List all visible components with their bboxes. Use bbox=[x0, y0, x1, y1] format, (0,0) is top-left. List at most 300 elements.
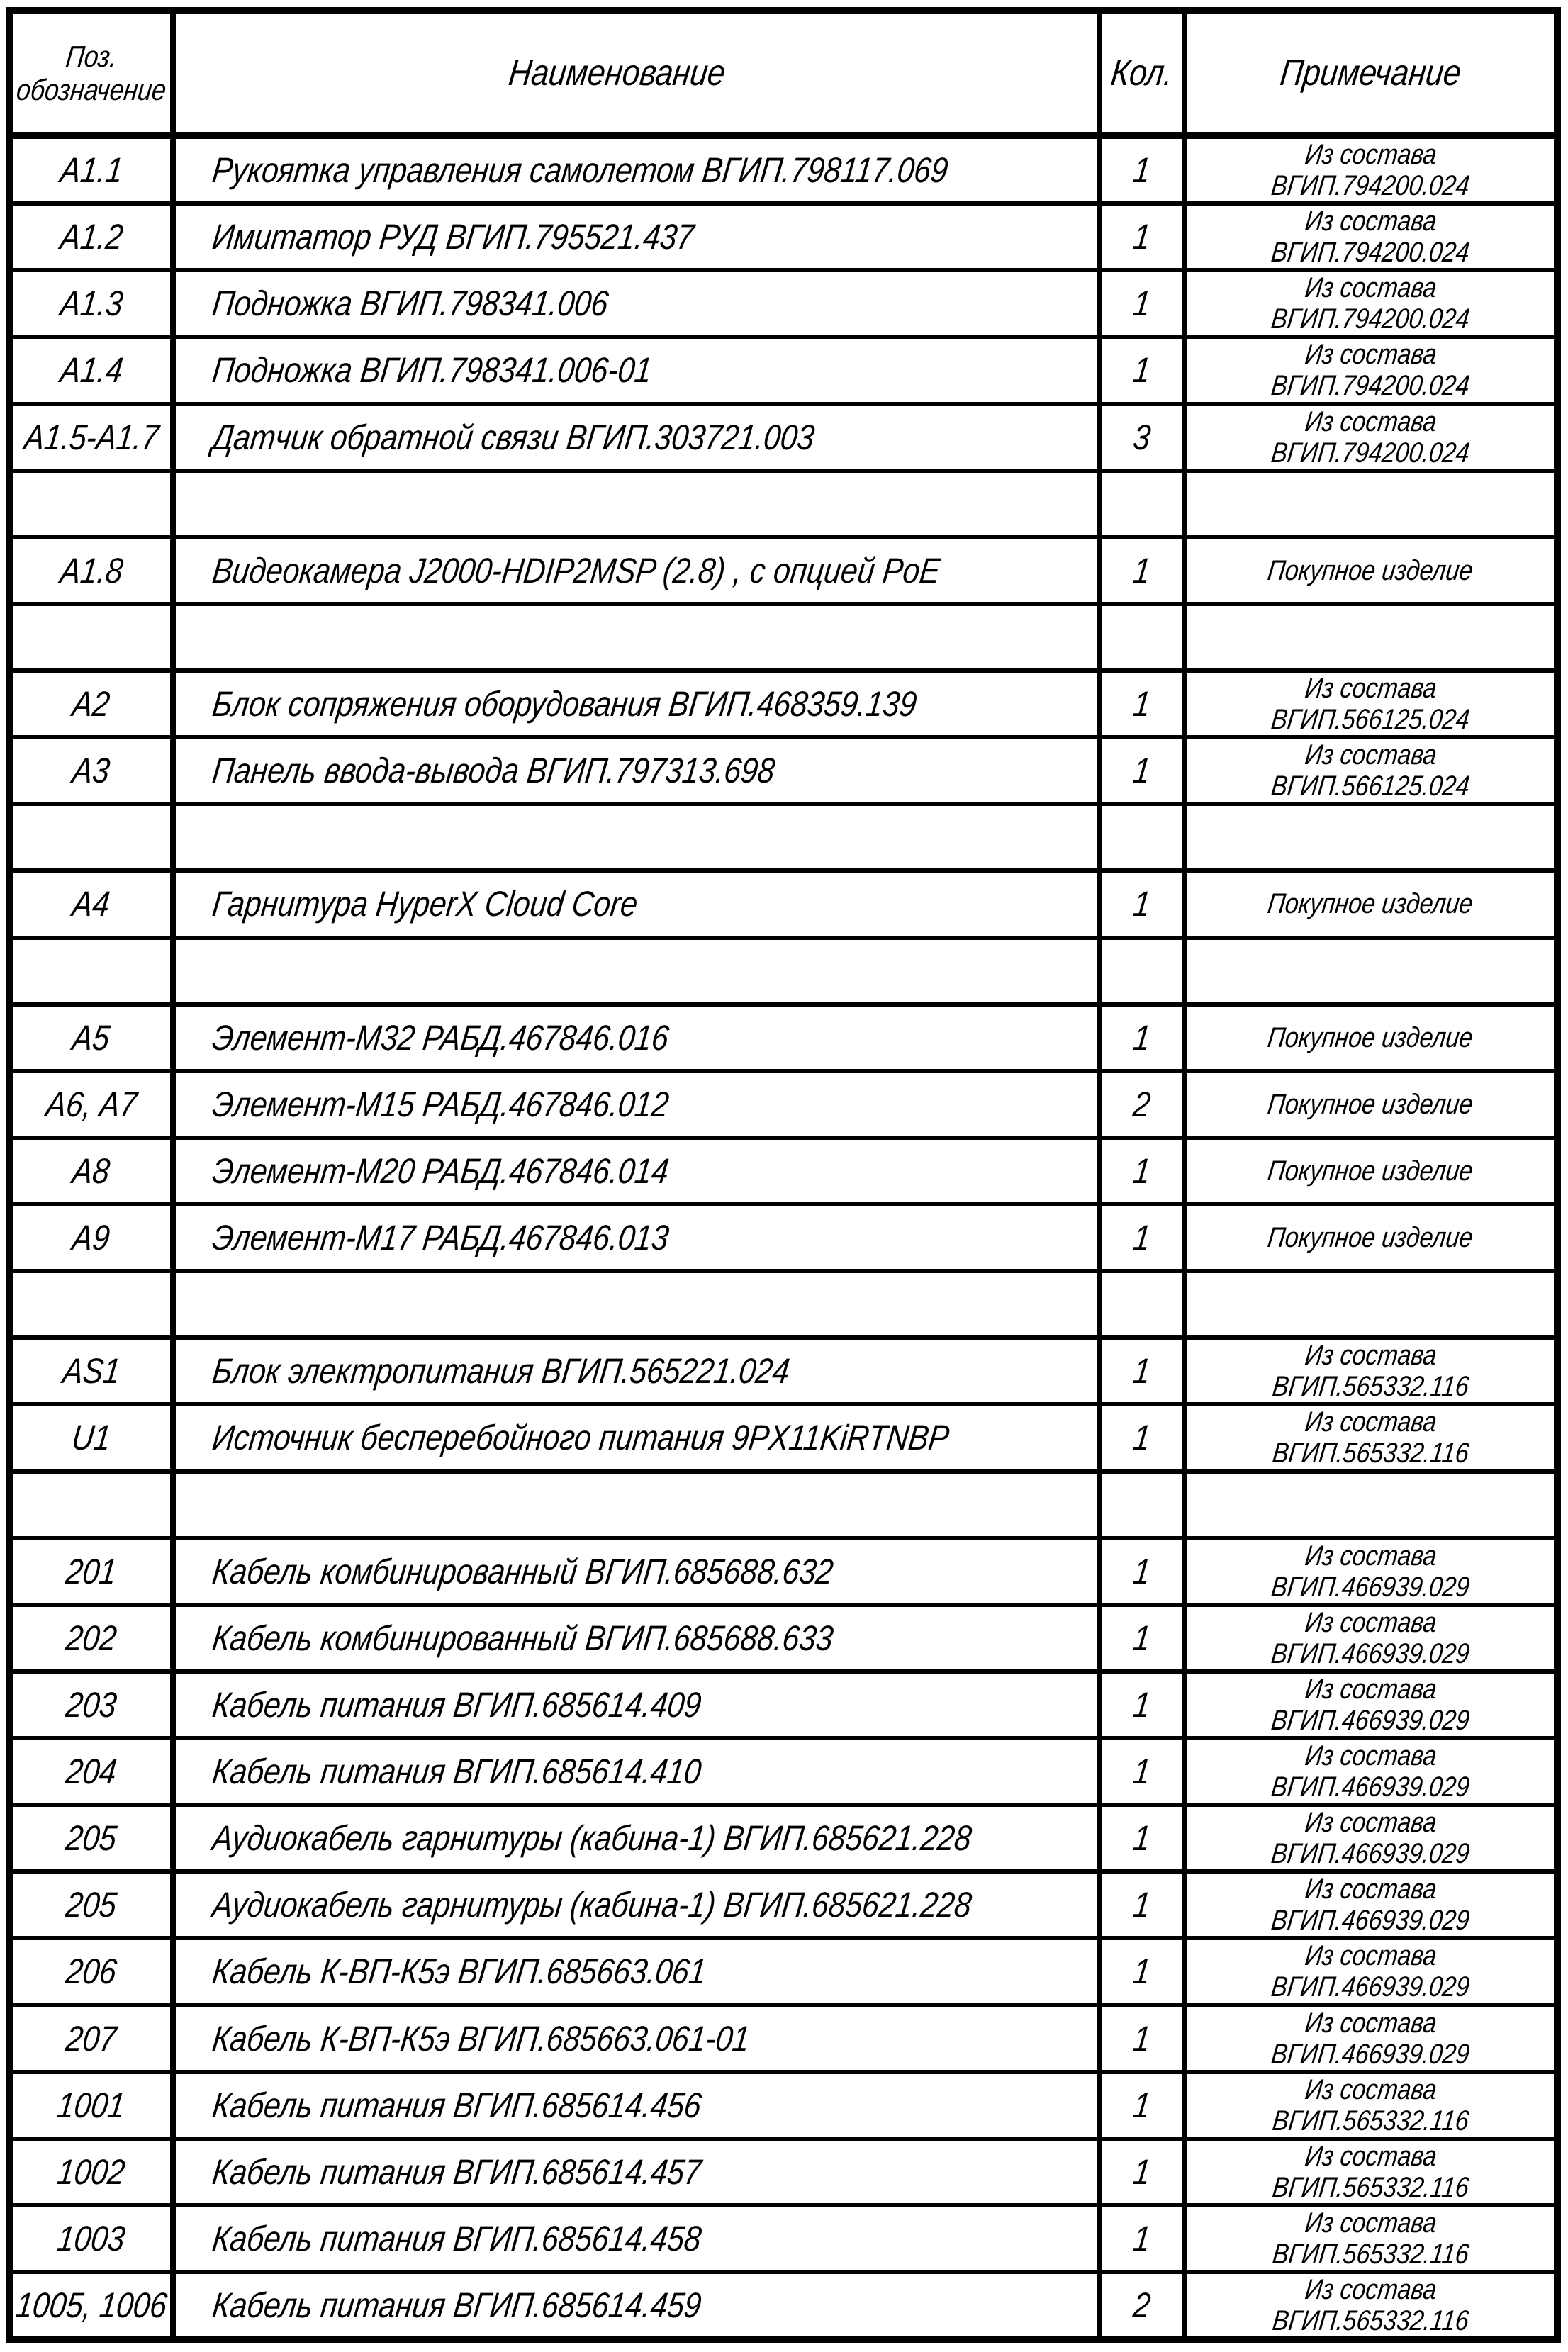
table-row bbox=[13, 1335, 1554, 1402]
note-line1: Покупное изделие bbox=[1266, 1155, 1475, 1187]
note-cell bbox=[1187, 473, 1554, 535]
note-line1: Покупное изделие bbox=[1266, 1088, 1475, 1120]
note-line1: Покупное изделие bbox=[1266, 1222, 1475, 1254]
name-cell bbox=[176, 339, 1102, 401]
note-line2: ВГИП.794200.024 bbox=[1270, 237, 1472, 269]
note-cell bbox=[1187, 406, 1554, 469]
note-line2: ВГИП.466939.029 bbox=[1270, 1971, 1472, 2003]
qty-text: 1 bbox=[1131, 1017, 1153, 1058]
table-row bbox=[13, 1936, 1554, 2003]
name-cell bbox=[176, 1740, 1102, 1803]
pos-cell bbox=[13, 1007, 176, 1069]
qty-text: 1 bbox=[1131, 2151, 1153, 2192]
note-line2: ВГИП.466939.029 bbox=[1270, 1704, 1472, 1736]
name-cell bbox=[176, 873, 1102, 935]
pos-cell bbox=[13, 1540, 176, 1603]
pos-cell bbox=[13, 272, 176, 335]
qty-text: 1 bbox=[1131, 1351, 1153, 1391]
note-cell bbox=[1187, 1140, 1554, 1202]
pos-text: 202 bbox=[64, 1618, 119, 1658]
name-cell bbox=[176, 673, 1102, 735]
table-row bbox=[13, 1603, 1554, 1669]
note-line1: Из состава bbox=[1303, 206, 1438, 237]
note-cell bbox=[1187, 1007, 1554, 1069]
qty-text: 1 bbox=[1131, 1218, 1153, 1258]
qty-cell bbox=[1102, 473, 1187, 535]
table-row bbox=[13, 1069, 1554, 1136]
note-cell bbox=[1187, 1740, 1554, 1803]
name-cell bbox=[176, 206, 1102, 268]
pos-cell bbox=[13, 2207, 176, 2270]
note-line1: Из состава bbox=[1303, 1540, 1438, 1572]
qty-cell bbox=[1102, 739, 1187, 802]
name-text: Подножка ВГИП.798341.006-01 bbox=[210, 350, 654, 391]
table-row bbox=[13, 1136, 1554, 1202]
name-text: Кабель питания ВГИП.685614.459 bbox=[210, 2285, 704, 2326]
pos-text: 201 bbox=[64, 1551, 119, 1591]
name-text: Блок сопряжения оборудования ВГИП.468359.139 bbox=[210, 684, 919, 724]
table-row bbox=[13, 402, 1554, 469]
name-text: Подножка ВГИП.798341.006 bbox=[210, 284, 611, 324]
pos-text: А3 bbox=[70, 751, 113, 791]
pos-text: А4 bbox=[70, 884, 113, 924]
qty-cell bbox=[1102, 2007, 1187, 2070]
table-row bbox=[13, 1869, 1554, 1936]
name-cell bbox=[176, 1140, 1102, 1202]
note-line2: ВГИП.466939.029 bbox=[1270, 1905, 1472, 1937]
note-line1: Покупное изделие bbox=[1266, 1021, 1475, 1053]
qty-cell bbox=[1102, 272, 1187, 335]
pos-text: AS1 bbox=[60, 1351, 123, 1391]
name-cell bbox=[176, 2207, 1102, 2270]
note-cell bbox=[1187, 1073, 1554, 1136]
pos-cell bbox=[13, 1073, 176, 1136]
note-line1: Из состава bbox=[1303, 739, 1438, 771]
note-line1: Из состава bbox=[1303, 1807, 1438, 1839]
pos-cell bbox=[13, 206, 176, 268]
col-header-pos-line1: Поз. bbox=[64, 39, 119, 73]
name-cell bbox=[176, 1206, 1102, 1269]
pos-cell bbox=[13, 539, 176, 602]
note-line1: Из состава bbox=[1303, 1406, 1438, 1438]
name-text: Кабель комбинированный ВГИП.685688.632 bbox=[210, 1551, 836, 1591]
note-cell bbox=[1187, 739, 1554, 802]
name-cell bbox=[176, 406, 1102, 469]
table-row bbox=[13, 1669, 1554, 1736]
table-row bbox=[13, 602, 1554, 668]
table-row bbox=[13, 1402, 1554, 1469]
pos-cell bbox=[13, 606, 176, 668]
qty-cell bbox=[1102, 539, 1187, 602]
name-text: Датчик обратной связи ВГИП.303721.003 bbox=[210, 417, 817, 457]
pos-text: 205 bbox=[64, 1818, 119, 1859]
pos-cell bbox=[13, 1206, 176, 1269]
note-line2: ВГИП.565332.116 bbox=[1270, 2238, 1471, 2270]
note-cell bbox=[1187, 139, 1554, 201]
note-line1: Из состава bbox=[1303, 1340, 1438, 1372]
name-text: Кабель К-ВП-К5э ВГИП.685663.061 bbox=[210, 1951, 709, 1992]
note-cell bbox=[1187, 1474, 1554, 1536]
qty-cell bbox=[1102, 1140, 1187, 1202]
qty-cell bbox=[1102, 139, 1187, 201]
table-row bbox=[13, 1469, 1554, 1536]
pos-cell bbox=[13, 2007, 176, 2070]
name-cell bbox=[176, 1874, 1102, 1936]
table-row bbox=[13, 1202, 1554, 1269]
pos-text: А1.5-А1.7 bbox=[22, 417, 161, 457]
col-header-name bbox=[176, 14, 1102, 132]
note-line1: Из состава bbox=[1303, 272, 1438, 304]
note-cell bbox=[1187, 1607, 1554, 1669]
pos-cell bbox=[13, 2141, 176, 2203]
qty-cell bbox=[1102, 1406, 1187, 1469]
qty-text: 1 bbox=[1131, 1551, 1153, 1591]
name-text: Панель ввода-вывода ВГИП.797313.698 bbox=[210, 751, 778, 791]
name-text: Аудиокабель гарнитуры (кабина-1) ВГИП.685621.228 bbox=[210, 1885, 974, 1925]
name-text: Кабель питания ВГИП.685614.458 bbox=[210, 2218, 704, 2258]
pos-text: А8 bbox=[70, 1150, 113, 1191]
table-row bbox=[13, 802, 1554, 868]
qty-text: 2 bbox=[1131, 1084, 1153, 1124]
qty-cell bbox=[1102, 1540, 1187, 1603]
qty-text: 1 bbox=[1131, 2218, 1153, 2258]
note-cell bbox=[1187, 1273, 1554, 1335]
note-cell bbox=[1187, 2207, 1554, 2270]
name-text: Элемент-М20 РАБД.467846.014 bbox=[210, 1150, 671, 1191]
qty-cell bbox=[1102, 2207, 1187, 2270]
table-row bbox=[13, 2137, 1554, 2203]
note-cell bbox=[1187, 1340, 1554, 1402]
note-cell bbox=[1187, 940, 1554, 1002]
name-cell bbox=[176, 1540, 1102, 1603]
table-row bbox=[13, 1803, 1554, 1869]
qty-text: 2 bbox=[1131, 2285, 1153, 2326]
name-text: Рукоятка управления самолетом ВГИП.798117.069 bbox=[210, 150, 951, 191]
pos-cell bbox=[13, 2074, 176, 2137]
qty-cell bbox=[1102, 339, 1187, 401]
note-cell bbox=[1187, 2141, 1554, 2203]
note-line2: ВГИП.794200.024 bbox=[1270, 303, 1472, 335]
qty-cell bbox=[1102, 873, 1187, 935]
name-cell bbox=[176, 739, 1102, 802]
note-line2: ВГИП.565332.116 bbox=[1270, 2305, 1471, 2337]
note-line2: ВГИП.466939.029 bbox=[1270, 1637, 1472, 1669]
pos-cell bbox=[13, 1474, 176, 1536]
note-cell bbox=[1187, 673, 1554, 735]
pos-text: 206 bbox=[64, 1951, 119, 1992]
note-line2: ВГИП.466939.029 bbox=[1270, 1771, 1472, 1803]
qty-text: 1 bbox=[1131, 2085, 1153, 2125]
pos-text: U1 bbox=[69, 1418, 113, 1458]
qty-cell bbox=[1102, 1007, 1187, 1069]
pos-cell bbox=[13, 1406, 176, 1469]
name-cell bbox=[176, 606, 1102, 668]
name-text: Имитатор РУД ВГИП.795521.437 bbox=[210, 217, 697, 257]
table-row bbox=[13, 139, 1554, 201]
pos-cell bbox=[13, 2274, 176, 2336]
note-line1: Из состава bbox=[1303, 2274, 1438, 2306]
pos-text: А1.3 bbox=[57, 284, 125, 324]
pos-text: А6, А7 bbox=[43, 1084, 140, 1124]
qty-cell bbox=[1102, 2274, 1187, 2336]
note-cell bbox=[1187, 539, 1554, 602]
pos-cell bbox=[13, 873, 176, 935]
pos-cell bbox=[13, 1940, 176, 2003]
table-row bbox=[13, 1736, 1554, 1803]
name-cell bbox=[176, 1940, 1102, 2003]
note-line1: Покупное изделие bbox=[1266, 888, 1475, 920]
col-header-note bbox=[1187, 14, 1554, 132]
pos-cell bbox=[13, 1674, 176, 1736]
name-cell bbox=[176, 473, 1102, 535]
pos-text: А1.1 bbox=[57, 150, 125, 191]
pos-cell bbox=[13, 806, 176, 868]
qty-cell bbox=[1102, 1607, 1187, 1669]
note-line2: ВГИП.565332.116 bbox=[1270, 1438, 1471, 1469]
qty-text: 1 bbox=[1131, 1752, 1153, 1792]
note-line1: Из состава bbox=[1303, 673, 1438, 705]
qty-cell bbox=[1102, 1740, 1187, 1803]
pos-cell bbox=[13, 139, 176, 201]
note-line1: Из состава bbox=[1303, 2207, 1438, 2239]
qty-cell bbox=[1102, 1206, 1187, 1269]
name-text: Блок электропитания ВГИП.565221.024 bbox=[210, 1351, 792, 1391]
pos-text: 207 bbox=[64, 2018, 119, 2059]
qty-cell bbox=[1102, 606, 1187, 668]
table-row bbox=[13, 2270, 1554, 2336]
pos-cell bbox=[13, 406, 176, 469]
note-cell bbox=[1187, 1406, 1554, 1469]
qty-cell bbox=[1102, 1874, 1187, 1936]
note-cell bbox=[1187, 206, 1554, 268]
qty-text: 1 bbox=[1131, 350, 1153, 391]
parts-list-table bbox=[6, 7, 1561, 2343]
qty-cell bbox=[1102, 1273, 1187, 1335]
pos-cell bbox=[13, 1140, 176, 1202]
note-line1: Из состава bbox=[1303, 2140, 1438, 2172]
table-row bbox=[13, 668, 1554, 735]
table-row bbox=[13, 1269, 1554, 1335]
name-cell bbox=[176, 1807, 1102, 1869]
col-header-note-text: Примечание bbox=[1277, 52, 1464, 94]
table-row bbox=[13, 268, 1554, 335]
qty-cell bbox=[1102, 1073, 1187, 1136]
qty-text: 1 bbox=[1131, 550, 1153, 590]
pos-text: А1.8 bbox=[57, 550, 125, 590]
note-line1: Из состава bbox=[1303, 1606, 1438, 1638]
table-row bbox=[13, 2003, 1554, 2070]
table-row bbox=[13, 936, 1554, 1002]
name-cell bbox=[176, 1073, 1102, 1136]
pos-text: 204 bbox=[64, 1752, 119, 1792]
note-line2: ВГИП.566125.024 bbox=[1270, 771, 1472, 802]
note-line2: ВГИП.794200.024 bbox=[1270, 437, 1472, 469]
note-line1: Из состава bbox=[1303, 1874, 1438, 1905]
pos-cell bbox=[13, 1807, 176, 1869]
note-line2: ВГИП.466939.029 bbox=[1270, 1838, 1472, 1870]
note-line2: ВГИП.565332.116 bbox=[1270, 2171, 1471, 2203]
pos-cell bbox=[13, 473, 176, 535]
note-line1: Из состава bbox=[1303, 1740, 1438, 1772]
note-cell bbox=[1187, 606, 1554, 668]
pos-text: А2 bbox=[70, 684, 113, 724]
name-cell bbox=[176, 1340, 1102, 1402]
name-text: Кабель комбинированный ВГИП.685688.633 bbox=[210, 1618, 836, 1658]
qty-cell bbox=[1102, 2074, 1187, 2137]
note-line1: Из состава bbox=[1303, 139, 1438, 171]
col-header-qty-text: Кол. bbox=[1109, 52, 1175, 94]
note-line2: ВГИП.794200.024 bbox=[1270, 370, 1472, 402]
table-row bbox=[13, 868, 1554, 935]
qty-cell bbox=[1102, 1940, 1187, 2003]
note-cell bbox=[1187, 806, 1554, 868]
pos-cell bbox=[13, 1340, 176, 1402]
col-header-name-text: Наименование bbox=[506, 52, 728, 94]
qty-text: 1 bbox=[1131, 1684, 1153, 1725]
note-cell bbox=[1187, 1540, 1554, 1603]
name-cell bbox=[176, 139, 1102, 201]
name-text: Кабель питания ВГИП.685614.456 bbox=[210, 2085, 704, 2125]
qty-text: 1 bbox=[1131, 1618, 1153, 1658]
note-cell bbox=[1187, 2274, 1554, 2336]
name-text: Кабель питания ВГИП.685614.457 bbox=[210, 2151, 704, 2192]
name-cell bbox=[176, 1273, 1102, 1335]
note-cell bbox=[1187, 1807, 1554, 1869]
pos-cell bbox=[13, 1740, 176, 1803]
col-header-pos-line2: обозначение bbox=[14, 73, 169, 106]
qty-cell bbox=[1102, 1474, 1187, 1536]
pos-text: А1.2 bbox=[57, 217, 125, 257]
qty-text: 1 bbox=[1131, 150, 1153, 191]
table-row bbox=[13, 735, 1554, 802]
table-row bbox=[13, 1536, 1554, 1603]
note-line2: ВГИП.466939.029 bbox=[1270, 2038, 1472, 2070]
qty-text: 1 bbox=[1131, 1951, 1153, 1992]
table-row bbox=[13, 2203, 1554, 2270]
qty-text: 1 bbox=[1131, 1418, 1153, 1458]
note-line1: Из состава bbox=[1303, 1673, 1438, 1705]
table-row bbox=[13, 2070, 1554, 2137]
name-text: Источник бесперебойного питания 9PX11KiRTNBP bbox=[210, 1418, 951, 1458]
name-cell bbox=[176, 2007, 1102, 2070]
note-line1: Из состава bbox=[1303, 2073, 1438, 2105]
table-row bbox=[13, 535, 1554, 602]
qty-cell bbox=[1102, 673, 1187, 735]
pos-cell bbox=[13, 1874, 176, 1936]
note-cell bbox=[1187, 2007, 1554, 2070]
note-line2: ВГИП.566125.024 bbox=[1270, 704, 1472, 736]
name-text: Элемент-М15 РАБД.467846.012 bbox=[210, 1084, 671, 1124]
qty-cell bbox=[1102, 406, 1187, 469]
name-cell bbox=[176, 539, 1102, 602]
qty-text: 1 bbox=[1131, 751, 1153, 791]
qty-cell bbox=[1102, 1340, 1187, 1402]
name-cell bbox=[176, 1474, 1102, 1536]
note-line1: Из состава bbox=[1303, 405, 1438, 437]
table-row bbox=[13, 335, 1554, 401]
name-cell bbox=[176, 272, 1102, 335]
qty-text: 1 bbox=[1131, 2018, 1153, 2059]
name-cell bbox=[176, 1406, 1102, 1469]
name-cell bbox=[176, 2141, 1102, 2203]
qty-text: 1 bbox=[1131, 684, 1153, 724]
name-text: Аудиокабель гарнитуры (кабина-1) ВГИП.685621.228 bbox=[210, 1818, 974, 1859]
note-line1: Из состава bbox=[1303, 2007, 1438, 2039]
qty-cell bbox=[1102, 206, 1187, 268]
name-text: Кабель питания ВГИП.685614.410 bbox=[210, 1752, 704, 1792]
note-cell bbox=[1187, 873, 1554, 935]
qty-cell bbox=[1102, 1674, 1187, 1736]
note-cell bbox=[1187, 1874, 1554, 1936]
col-header-qty bbox=[1102, 14, 1187, 132]
pos-text: 1003 bbox=[55, 2218, 128, 2258]
pos-text: А5 bbox=[70, 1017, 113, 1058]
name-text: Элемент-М32 РАБД.467846.016 bbox=[210, 1017, 671, 1058]
qty-text: 1 bbox=[1131, 1885, 1153, 1925]
note-line1: Покупное изделие bbox=[1266, 554, 1475, 586]
note-cell bbox=[1187, 2074, 1554, 2137]
name-cell bbox=[176, 940, 1102, 1002]
name-text: Кабель К-ВП-К5э ВГИП.685663.061-01 bbox=[210, 2018, 752, 2059]
name-text: Элемент-М17 РАБД.467846.013 bbox=[210, 1218, 671, 1258]
table-row bbox=[13, 201, 1554, 268]
name-text: Видеокамера J2000-HDIP2MSP (2.8) , с опцией PoE bbox=[210, 550, 943, 590]
note-cell bbox=[1187, 272, 1554, 335]
header-row bbox=[13, 14, 1554, 139]
table-row bbox=[13, 1002, 1554, 1069]
qty-cell bbox=[1102, 806, 1187, 868]
note-line1: Из состава bbox=[1303, 1940, 1438, 1972]
note-line2: ВГИП.794200.024 bbox=[1270, 170, 1472, 202]
pos-text: 203 bbox=[64, 1684, 119, 1725]
name-text: Гарнитура HyperX Cloud Core bbox=[210, 884, 640, 924]
pos-cell bbox=[13, 739, 176, 802]
name-text: Кабель питания ВГИП.685614.409 bbox=[210, 1684, 704, 1725]
name-cell bbox=[176, 806, 1102, 868]
pos-cell bbox=[13, 339, 176, 401]
pos-cell bbox=[13, 1607, 176, 1669]
pos-text: 1002 bbox=[55, 2151, 128, 2192]
qty-cell bbox=[1102, 2141, 1187, 2203]
qty-text: 1 bbox=[1131, 284, 1153, 324]
note-line1: Из состава bbox=[1303, 339, 1438, 371]
name-cell bbox=[176, 2074, 1102, 2137]
note-line2: ВГИП.565332.116 bbox=[1270, 2105, 1471, 2137]
name-cell bbox=[176, 2274, 1102, 2336]
pos-text: А9 bbox=[70, 1218, 113, 1258]
name-cell bbox=[176, 1674, 1102, 1736]
qty-text: 1 bbox=[1131, 1818, 1153, 1859]
note-cell bbox=[1187, 1206, 1554, 1269]
note-line2: ВГИП.565332.116 bbox=[1270, 1371, 1471, 1403]
qty-text: 1 bbox=[1131, 217, 1153, 257]
pos-text: 205 bbox=[64, 1885, 119, 1925]
note-cell bbox=[1187, 1940, 1554, 2003]
note-cell bbox=[1187, 339, 1554, 401]
pos-text: 1001 bbox=[55, 2085, 128, 2125]
qty-text: 1 bbox=[1131, 884, 1153, 924]
qty-cell bbox=[1102, 940, 1187, 1002]
pos-cell bbox=[13, 673, 176, 735]
table-row bbox=[13, 469, 1554, 535]
pos-text: А1.4 bbox=[57, 350, 125, 391]
pos-cell bbox=[13, 940, 176, 1002]
qty-text: 1 bbox=[1131, 1150, 1153, 1191]
name-cell bbox=[176, 1007, 1102, 1069]
note-cell bbox=[1187, 1674, 1554, 1736]
note-line2: ВГИП.466939.029 bbox=[1270, 1571, 1472, 1603]
col-header-pos bbox=[13, 14, 176, 132]
